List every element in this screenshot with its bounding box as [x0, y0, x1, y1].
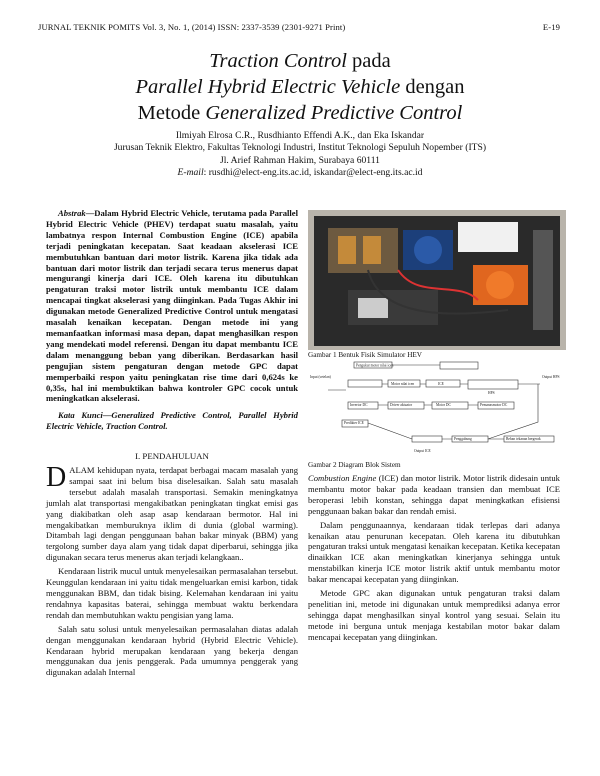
- block-label-8: Penggabung: [454, 437, 472, 441]
- figure2-caption: Gambar 2 Diagram Blok Sistem: [308, 461, 401, 469]
- section-heading: I. PENDAHULUAN: [135, 451, 209, 461]
- block-diagram: [308, 360, 570, 460]
- email-addresses: : rusdhi@elect-eng.its.ac.id, iskandar@elect-eng.its.ac.id: [203, 166, 423, 178]
- author-affiliation: Jurusan Teknik Elektro, Fakultas Teknologi Industri, Institut Teknologi Sepuluh Nopember (ITS): [113, 142, 487, 154]
- author-email: [0, 167, 600, 179]
- intro-paragraph-1: ALAM kehidupan nyata, terdapat berbagai macam masalah yang sampai saat ini belum bisa diselesaikan. Salah satu masalah tersebut adalah masalah transportasi. Semakin meningkatnya jumlah alat transportasi mengakibatkan peningkatan tingkat emisi gas yang diakibatkan oleh asap asap kendaraan bermotor. Hal ini mengakibatkan memburuknya iklim di dunia (global warming). Ditambah lagi dengan penggunaan bahan bakar minyak (BBM) yang tergolong sumber daya alam yang tidak dapat diperbarui, sehingga jika digunakan secara terus menerus akan terjadi kelangkaan..: [46, 465, 298, 563]
- block-label-2: ICE: [438, 382, 444, 386]
- keywords-lead: Kata Kunci: [58, 410, 103, 420]
- block-label-0: Pengukur motor nilai icen: [356, 363, 394, 368]
- block-label-4: Invertor DC: [350, 403, 368, 407]
- block-label-3: HPS: [488, 391, 495, 395]
- ice-italic: Combustion Engine: [308, 473, 377, 483]
- author-block: [0, 130, 600, 179]
- abstract-lead: Abstrak: [58, 208, 86, 218]
- block-label-10: Output ICE: [414, 449, 431, 453]
- block-label-13: Output HPS: [542, 375, 560, 379]
- hev-simulator-photo: [308, 210, 566, 350]
- title-part2-rest: dengan: [400, 76, 465, 98]
- keywords-text: —Generalized Predictive Control, Parallel Hybrid Electric Vehicle, Traction Control.: [46, 410, 298, 431]
- intro-paragraph-2: Kendaraan listrik mucul untuk menyelesaikan permasalahan tersebut. Keunggulan kendaraan ini yaitu tidak mengeluarkan emisi karbon, tidak menggunakan BBM, dan tidak bising. Kelemahan kendaraan ini yaitu rendahnya kapasitas baterai, sehingga membuat waktu berkendara rendah dan membutuhkan waktu pengisian yang lama.: [46, 566, 298, 620]
- right-paragraph-1: (ICE) dan motor listrik. Motor listrik didesain untuk membantu motor bakar pada keadaan transien dan membuat ICE beroperasi lebih konstan, sehingga dapat meningkatkan efisiensi penggunaan bakan bakar dan rendah emisi.: [308, 473, 560, 516]
- abstract-text: —Dalam Hybrid Electric Vehicle, terutama pada Parallel Hybrid Electric Vehicle (PHEV) terdapat suatu masalah, yaitu lambatnya respon Internal Combustion Engine (ICE) apabila terjadi peningkatan kecepatan. Saat keadaan akselerasi ICE membutuhkan bantuan dari motor listrik. Karena jika tidak ada bantuan dari motor listrik dan terjadi secara terus menerus dapat mengurangi kinerja dari ICE. Oleh karena itu dibutuhkan pengaturan traksi motor listrik untuk membantu ICE dalam mencapai tingkat akselerasi yang diinginkan. Pada Tugas Akhir ini digunakan metode Generalized Predictive Control untuk mengatasi masalah kenaikan kecepatan. Dengan metode ini yang memanfaatkan informasi masa depan, dapat menghasilkan respon yang mendekati model referensi. Dengan itu dapat membantu ICE dalam menanggung beban yang diberikan. Berdasarkan hasil pengujian sistem pengaturan dengan metode GPC dapat memperbaiki respon yaitu peningkatan rise time dari 0,624s ke 0,35s, hal ini membuktikan bahwa kontroler GPC cocok untuk meningkatkan akselerasi.: [46, 208, 298, 404]
- block-label-5: Driver aktuator: [390, 403, 413, 407]
- right-paragraph-2: Dalam penggunaannya, kendaraan tidak terlepas dari adanya kenaikan atau penurunan kecepatan. Oleh karena itu dibutuhkan pengaturan traksi untuk mengatasi kenaikan kecepatan. Ketika kecepatan dinaikkan ICE akan meningkatkan kinerjanya sehingga untuk menstabilkan kinerja ICE motor listrik aktif untuk membantu motor bakar mencapai kecepatan yang diinginkan.: [308, 519, 560, 585]
- page-number: E-19: [542, 22, 560, 32]
- abstract: [46, 208, 298, 407]
- email-label: E-mail: [177, 166, 204, 178]
- keywords: [46, 410, 298, 435]
- right-paragraph-3: Metode GPC akan digunakan untuk pengaturan traksi dalam penelitian ini, metode ini digunakan untuk memprediksi adanya error sehingga dapat menghasilkan sinyal kontrol yang sesuai. Selain itu metode ini berguna untuk menjaga kestabilan motor bakar dalam mencapai kecepatan yang diinginkan.: [308, 588, 560, 642]
- block-label-1: Motor nilai icen: [391, 382, 415, 386]
- intro-paragraph-3: Salah satu solusi untuk menyelesaikan permasalahan diatas adalah dengan menggunakan kendaraan hybrid (Hybrid Electric Vehicle). Kendaraan hybrid merupakan kendaraan yang bekerja dengan menggunakan dua jenis penggerak. Pada umumnya penggerak yang digunakan adalah Internal: [46, 623, 298, 678]
- author-names: Ilmiyah Elrosa C.R., Rusdhianto Effendi A.K., dan Eka Iskandar: [175, 130, 425, 141]
- title-part3-italic: Generalized Predictive Control: [205, 102, 463, 124]
- figure1-caption: Gambar 1 Bentuk Fisik Simulator HEV: [308, 351, 422, 359]
- left-body: [46, 462, 298, 681]
- title-part3-plain: Metode: [137, 102, 206, 124]
- journal-info: JURNAL TEKNIK POMITS Vol. 3, No. 1, (2014) ISSN: 2337-3539 (2301-9271 Print): [38, 22, 346, 32]
- block-label-11: Input (setelan): [310, 375, 331, 379]
- title-part1-italic: Traction Control: [209, 50, 347, 72]
- block-label-12: Beban tekanan bergerak: [506, 437, 541, 441]
- block-label-6: Motor DC: [436, 403, 451, 407]
- right-body: [308, 473, 560, 646]
- block-label-9: Predikter ICE: [344, 421, 364, 425]
- author-address: Jl. Arief Rahman Hakim, Surabaya 60111: [220, 154, 380, 166]
- block-label-7: Pemanasmotor DC: [480, 403, 508, 407]
- paper-title: [0, 48, 600, 126]
- title-part1-rest: pada: [346, 50, 391, 72]
- drop-cap: D: [46, 462, 67, 493]
- title-part2-italic: Parallel Hybrid Electric Vehicle: [135, 76, 401, 98]
